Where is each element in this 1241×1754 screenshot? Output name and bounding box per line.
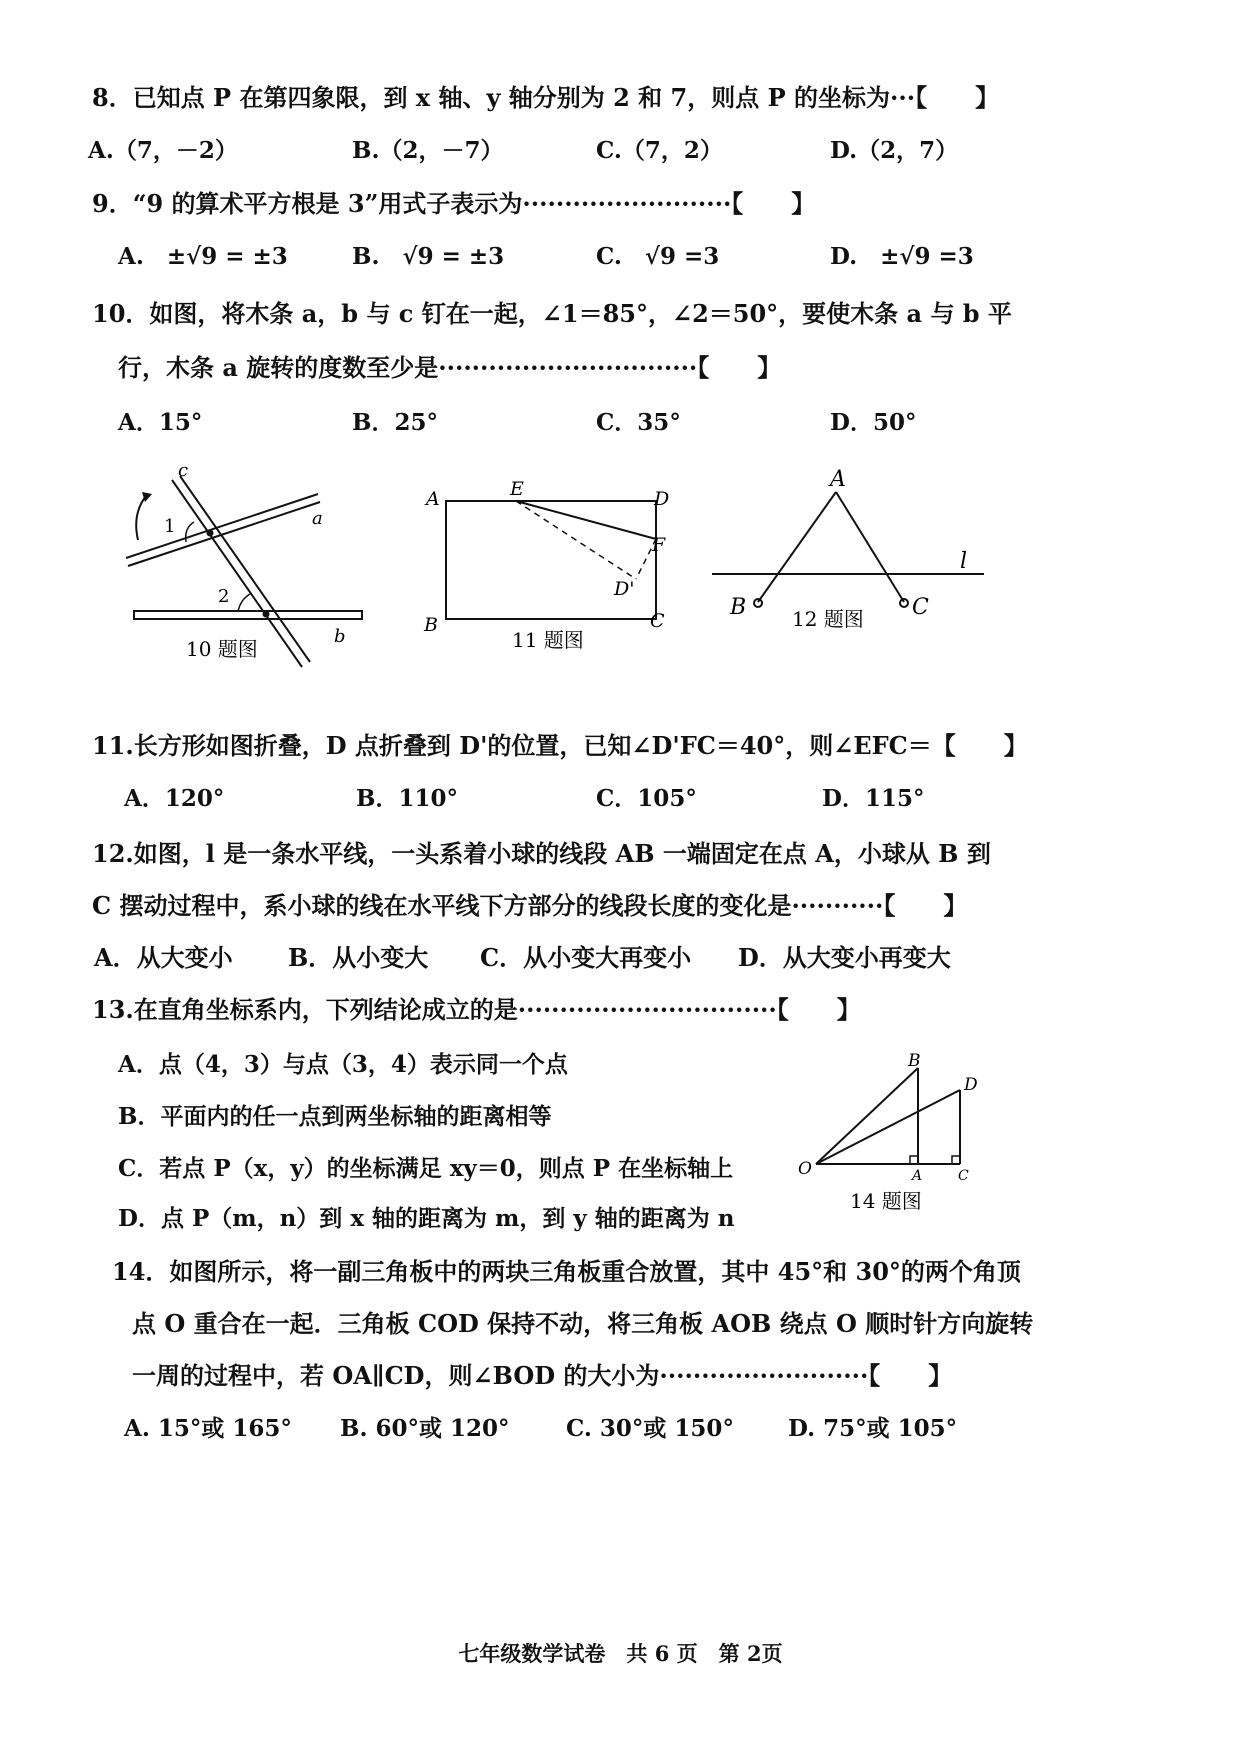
q9-option-c: C. √9 =3: [596, 243, 720, 270]
q14-option-b: B. 60°或 120°: [340, 1415, 510, 1442]
fig11-label-c: C: [650, 610, 665, 632]
q12-option-a: A．从大变小: [94, 943, 233, 972]
figure-14: [790, 1050, 990, 1220]
fig14-label-c: C: [958, 1168, 969, 1184]
fig14-label-a: A: [912, 1168, 923, 1184]
q13-option-b: B．平面内的任一点到两坐标轴的距离相等: [118, 1103, 552, 1130]
q8-option-c: C.（7，2）: [596, 137, 723, 164]
fig12-label-l: l: [960, 549, 968, 574]
q12-stem-line2: C 摆动过程中，系小球的线在水平线下方部分的线段长度的变化是···········【 】: [92, 891, 968, 920]
fig11-label-e: E: [510, 478, 524, 500]
q14-stem-line3: 一周的过程中，若 OA∥CD，则∠BOD 的大小为·························【 】: [132, 1361, 953, 1390]
q14-option-a: A. 15°或 165°: [124, 1415, 292, 1442]
q11-option-d: D．115°: [822, 785, 925, 812]
q11-option-b: B．110°: [356, 785, 458, 812]
q9-stem: 9．“9 的算术平方根是 3”用式子表示为·························【 】: [92, 189, 816, 218]
fig10-label-a: a: [312, 508, 323, 529]
q13-option-d: D．点 P（m，n）到 x 轴的距离为 m，到 y 轴的距离为 n: [118, 1205, 735, 1232]
fig12-label-a: A: [830, 467, 846, 492]
q10-stem-line1: 10．如图，将木条 a，b 与 c 钉在一起，∠1＝85°，∠2＝50°，要使木条 a 与 b 平: [92, 299, 1012, 328]
fig10-label-1: 1: [164, 516, 176, 537]
q12-option-b: B．从小变大: [288, 943, 429, 972]
fig11-label-f: F: [652, 534, 666, 556]
q8-option-d: D.（2，7）: [830, 137, 959, 164]
fig10-label-c: c: [178, 462, 189, 481]
figure-11: [420, 475, 680, 665]
q13-stem: 13.在直角坐标系内，下列结论成立的是·······························【 】: [92, 995, 861, 1024]
figure-10: [120, 462, 380, 672]
q11-option-c: C．105°: [596, 785, 697, 812]
q10-option-b: B．25°: [352, 409, 438, 436]
q14-option-d: D. 75°或 105°: [788, 1415, 958, 1442]
fig12-label-b: B: [730, 595, 747, 620]
q14-stem-line1: 14．如图所示，将一副三角板中的两块三角板重合放置，其中 45°和 30°的两个角顶: [112, 1257, 1021, 1286]
q12-option-d: D．从大变小再变大: [738, 943, 951, 972]
q10-option-c: C．35°: [596, 409, 681, 436]
q14-option-c: C. 30°或 150°: [566, 1415, 734, 1442]
fig12-label-c: C: [912, 595, 929, 620]
q13-option-c: C．若点 P（x，y）的坐标满足 xy＝0，则点 P 在坐标轴上: [118, 1155, 734, 1182]
q14-stem-line2: 点 O 重合在一起．三角板 COD 保持不动，将三角板 AOB 绕点 O 顺时针方向旋转: [132, 1309, 1034, 1338]
fig10-caption: 10 题图: [186, 637, 258, 661]
fig14-label-d: D: [964, 1075, 978, 1095]
fig11-label-a: A: [426, 488, 440, 510]
fig11-label-d: D: [654, 488, 670, 510]
fig11-label-d-prime: D': [614, 578, 635, 600]
q12-stem-line1: 12.如图，l 是一条水平线，一头系着小球的线段 AB 一端固定在点 A，小球从 B 到: [92, 839, 991, 868]
q11-stem: 11.长方形如图折叠，D 点折叠到 D'的位置，已知∠D'FC＝40°，则∠EFC＝【 】: [92, 731, 1028, 760]
fig10-label-2: 2: [218, 586, 230, 607]
q11-option-a: A．120°: [124, 785, 225, 812]
fig14-caption: 14 题图: [850, 1189, 922, 1213]
q10-option-d: D．50°: [830, 409, 917, 436]
q8-option-a: A.（7，－2）: [88, 137, 238, 164]
q10-stem-line2: 行，木条 a 旋转的度数至少是·······························【 】: [118, 353, 782, 382]
q9-option-a: A. ±√9 = ±3: [118, 243, 288, 270]
figure-12: [708, 462, 1008, 652]
q9-option-d: D. ±√9 =3: [830, 243, 974, 270]
q9-option-b: B. √9 = ±3: [352, 243, 505, 270]
page-footer: 七年级数学试卷 共 6 页 第 2页: [458, 1641, 783, 1666]
q8-option-b: B.（2，－7）: [352, 137, 504, 164]
q12-option-c: C．从小变大再变小: [480, 943, 692, 972]
fig11-label-b: B: [424, 614, 438, 636]
fig14-label-b: B: [908, 1051, 921, 1071]
q8-stem: 8．已知点 P 在第四象限，到 x 轴、y 轴分别为 2 和 7，则点 P 的坐标为···【 】: [92, 83, 1000, 112]
fig10-label-b: b: [334, 626, 346, 647]
fig11-caption: 11 题图: [512, 628, 584, 652]
q10-option-a: A．15°: [118, 409, 203, 436]
q13-option-a: A．点（4，3）与点（3，4）表示同一个点: [118, 1051, 568, 1078]
fig12-caption: 12 题图: [792, 607, 864, 631]
fig14-label-o: O: [798, 1159, 812, 1179]
